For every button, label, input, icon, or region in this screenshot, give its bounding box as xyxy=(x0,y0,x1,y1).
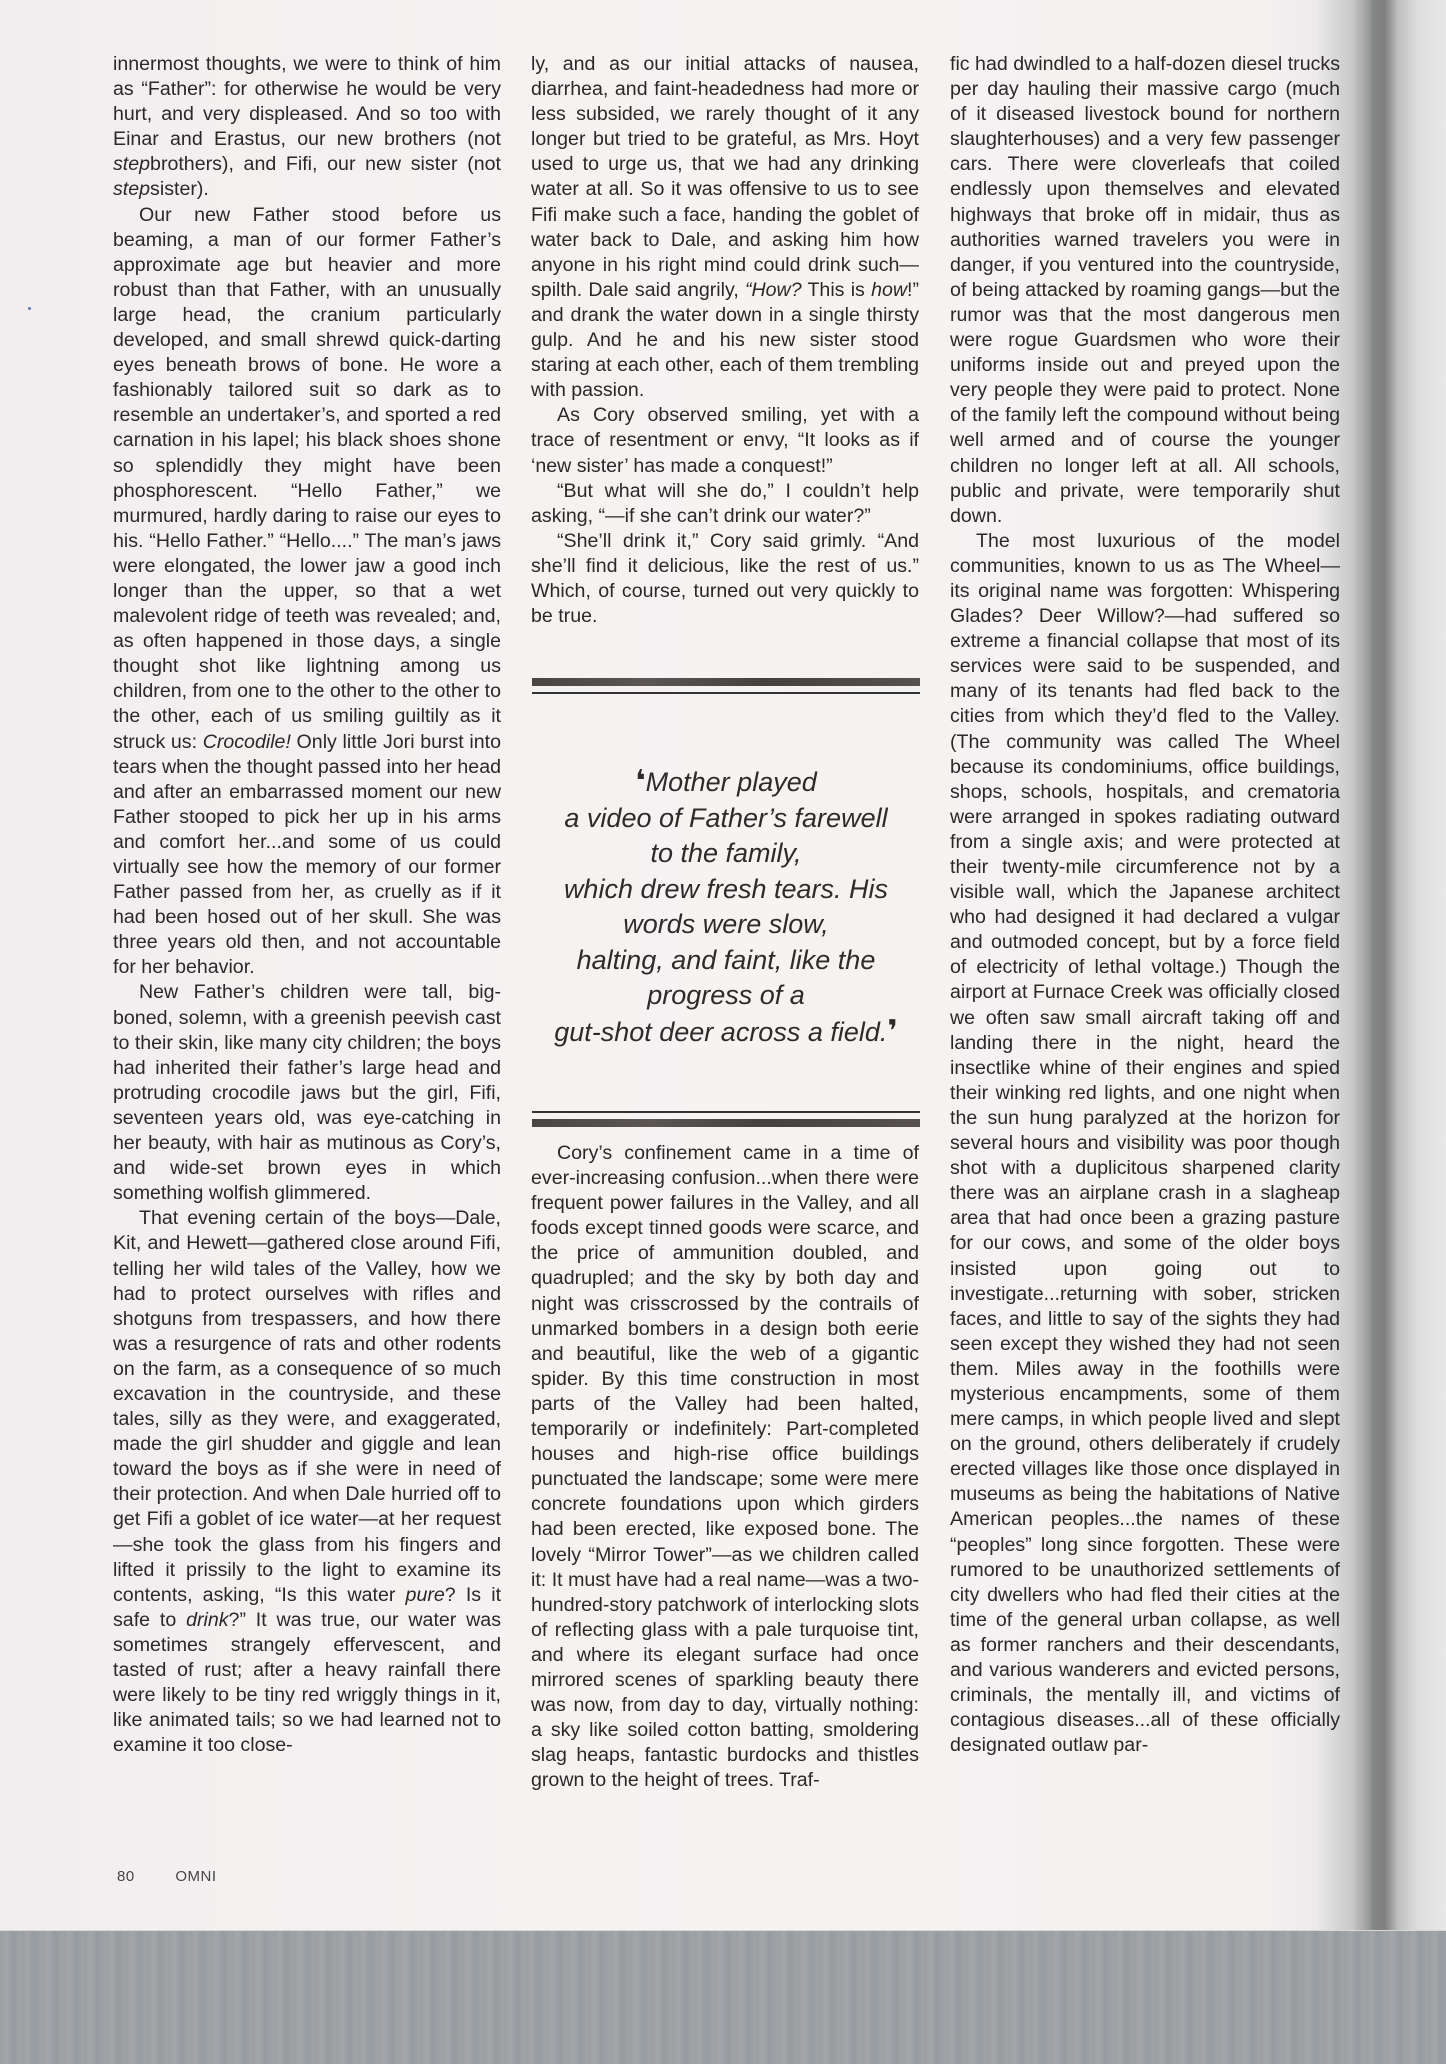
pull-quote-top-rules xyxy=(532,678,920,694)
pull-quote-line: ❛Mother played xyxy=(635,765,817,798)
thin-rule xyxy=(532,1111,920,1113)
paragraph: Cory’s confinement came in a time of ever-increasing confusion...when there were frequent power failures in the Valley, and all foods except tinned goods were scarce, and the price of ammunition doubled, and quadrupled; and the sky by both day and night was crisscrossed by the contrails of unmarked bombers in a design both eerie and beautiful, like the web of a gigantic spider. By this time construction in most parts of the Valley had been halted, temporarily or indefinitely: Part-completed houses and high-rise office buildings punctuated the landscape; some were mere concrete foundations upon which girders had been erected, like exposed bone. The lovely “Mirror Tower”—as we children called it: It must have had a real name—was a two-hundred-story patchwork of interlocking slots of reflecting glass with a pale turquoise tint, and where its elegant surface had once mirrored scenes of sparkling beauty there was now, from day to day, virtually nothing: a sky like soiled cotton batting, smoldering slag heaps, fantastic burdocks and thistles grown to the height of trees. Traf- xyxy=(531,1142,919,1792)
paragraph: As Cory observed smiling, yet with a trace of resentment or envy, “It looks as if ‘new sister’ has made a conquest!” xyxy=(531,404,919,477)
paragraph: innermost thoughts, we were to think of him as “Father”: for otherwise he would be very hurt, and very displeased. And so too with Einar and Erastus, our new brothers (not stepbrothers), and Fifi, our new sister (not stepsister). xyxy=(113,53,501,201)
publication-name: OMNI xyxy=(175,1868,217,1885)
paragraph: fic had dwindled to a half-dozen diesel trucks per day hauling their massive cargo (much of it diseased livestock bound for northern slaughterhouses) and a very few passenger cars. There were cloverleafs that coiled endlessly upon themselves and elevated highways that broke off in midair, thus as authorities warned travelers you were in danger, if you ventured into the countryside, of being attacked by roaming gangs—but the rumor was that the most dangerous men were rogue Guardsmen who wore their uniforms inside out and preyed upon the very people they were paid to protect. None of the family left the compound without being well armed and of course the younger children no longer left at all. All schools, public and private, were temporarily shut down. xyxy=(950,53,1340,527)
pull-quote-bottom-rules xyxy=(532,1111,920,1127)
pull-quote-line: words were slow, xyxy=(623,909,829,939)
pull-quote-line: a video of Father’s farewell xyxy=(564,802,888,833)
pull-quote xyxy=(532,764,920,1050)
pull-quote-line: gut-shot deer across a field.❜ xyxy=(554,1014,898,1048)
paragraph: That evening certain of the boys—Dale, Kit, and Hewett—gathered close around Fifi, telling her wild tales of the Valley, how we had to protect ourselves with rifles and shotguns from trespassers, and how there was a resurgence of rats and other rodents on the farm, as a consequence of so much excavation in the countryside, and these tales, silly as they were, and exaggerated, made the girl shudder and giggle and lean toward the boys as if she were in need of their protection. And when Dale hurried off to get Fifi a goblet of ice water—at her request—she took the glass from his fingers and lifted it prissily to the light to examine its contents, asking, “Is this water pure? Is it safe to drink?” It was true, our water was sometimes strangely effervescent, and tasted of rust; after a heavy rainfall there were likely to be tiny red wriggly things in it, like animated tails; so we had learned not to examine it too close- xyxy=(113,1207,502,1757)
thick-rule xyxy=(532,678,920,686)
scan-speck xyxy=(28,307,31,310)
paragraph: Our new Father stood before us beaming, a man of our former Father’s approximate age but heavier and more robust than that Father, with an unusually large head, the cranium particularly developed, and small shrewd quick-darting eyes beneath brows of bone. He wore a fashionably tailored suit so dark as to resemble an undertaker’s, and sported a red carnation in his lapel; his black shoes shone so splendidly they might have been phosphorescent. “Hello Father,” we murmured, hardly daring to raise our eyes to his. “Hello Father.” “Hello....” The man’s jaws were elongated, the lower jaw a good inch longer than the upper, so that a wet malevolent ridge of teeth was revealed; and, as often happened in those days, a single thought shot like lightning among us children, from one to the other to the other to the other, each of us smiling guiltily as it struck us: Crocodile! Only little Jori burst into tears when the thought passed into her head and after an embarrassed moment our new Father stooped to pick her up in his arms and comfort her...and some of us could virtually see how the memory of our former Father passed from her, as cruelly as if it had been hosed out of her skull. She was three years old then, and not accountable for her behavior. xyxy=(113,203,501,979)
paragraph: The most luxurious of the model communities, known to us as The Wheel—its original name was forgotten: Whispering Glades? Deer Willow?—had suffered so extreme a financial collapse that most of its services were said to be suspended, and many of its tenants had fled back to the cities from which they’d fled to the Valley. (The community was called The Wheel because its condominiums, office buildings, shops, schools, hospitals, and crematoria were arranged in spokes radiating outward from a single axis; and were protected at their twenty-mile circumference not by a visible wall, which the Japanese architect who had designed it had declared a vulgar and outmoded concept, but by a force field of electricity of lethal voltage.) Though the airport at Furnace Creek was officially closed we often saw small aircraft taking off and landing there in the night, heard the insectlike whine of their engines and spied their winking red lights, and one night when the sun hung paralyzed at the horizon for several hours and visibility was poor though shot with a duplicitous sharpened clarity there was an airplane crash in a slagheap area that had once been a grazing pasture for our cows, and some of the older boys insisted upon going out to investigate...returning with sober, stricken faces, and little to say of the sights they had seen except they wished they had not seen them. Miles away in the foothills were mysterious encampments, some of them mere camps, in which people lived and slept on the ground, others deliberately if crudely erected villages like those once displayed in museums as being the habitations of Native American peoples...the names of these “peoples” long since forgotten. These were rumored to be unauthorized settlements of city dwellers who had fled their cities at the time of the general urban collapse, as well as former ranchers and their descendants, and various wanderers and evicted persons, criminals, the mentally ill, and victims of contagious diseases...all of these officially designated outlaw par- xyxy=(950,529,1340,1757)
paragraph: ly, and as our initial attacks of nausea, diarrhea, and faint-headedness had more or less subsided, we rarely thought of it any longer but tried to be grateful, as Mrs. Hoyt used to urge us, that we had any drinking water at all. So it was offensive to us to see Fifi make such a face, handing the goblet of water back to Dale, and asking him how anyone in his right mind could drink such—spilth. Dale said angrily, “How? This is how!” and drank the water down in a single thirsty gulp. And he and his new sister stood staring at each other, each of them trembling with passion. xyxy=(531,53,919,402)
text-column-3 xyxy=(950,52,1340,1758)
thin-rule xyxy=(532,692,920,694)
page-spine-shadow xyxy=(1368,0,1398,1930)
pull-quote-lines xyxy=(532,764,920,1050)
paragraph: New Father’s children were tall, big-boned, solemn, with a greenish peevish cast to their skin, like many city children; the boys had inherited their father’s large head and protruding crocodile jaws but the girl, Fifi, seventeen years old, was eye-catching in her beauty, with hair as mutinous as Cory’s, and wide-set brown eyes in which something wolfish glimmered. xyxy=(113,981,501,1205)
paragraph: “But what will she do,” I couldn’t help asking, “—if she can’t drink our water?” xyxy=(531,479,919,527)
column-2-paragraphs xyxy=(531,52,919,629)
text-column-2-continued xyxy=(531,1141,919,1793)
page-folio xyxy=(117,1868,217,1885)
thick-rule xyxy=(532,1119,920,1127)
column-2-continuation-paragraphs xyxy=(531,1141,919,1793)
pull-quote-line: which drew fresh tears. His xyxy=(563,873,889,904)
text-column-1 xyxy=(113,52,501,1758)
column-1-paragraphs xyxy=(113,52,501,1758)
close-quote-icon: ❜ xyxy=(887,1014,898,1048)
scanner-background-band xyxy=(0,1930,1446,2064)
pull-quote-line: to the family, xyxy=(650,838,802,868)
open-quote-icon: ❛ xyxy=(635,765,646,798)
text-column-2 xyxy=(531,52,919,629)
pull-quote-line: progress of a xyxy=(647,980,805,1010)
column-3-paragraphs xyxy=(950,52,1340,1758)
pull-quote-line: halting, and faint, like the xyxy=(576,944,876,975)
page-number: 80 xyxy=(117,1868,135,1885)
paragraph: “She’ll drink it,” Cory said grimly. “And she’ll find it delicious, like the rest of us.” Which, of course, turned out very quickly to be true. xyxy=(531,529,919,628)
